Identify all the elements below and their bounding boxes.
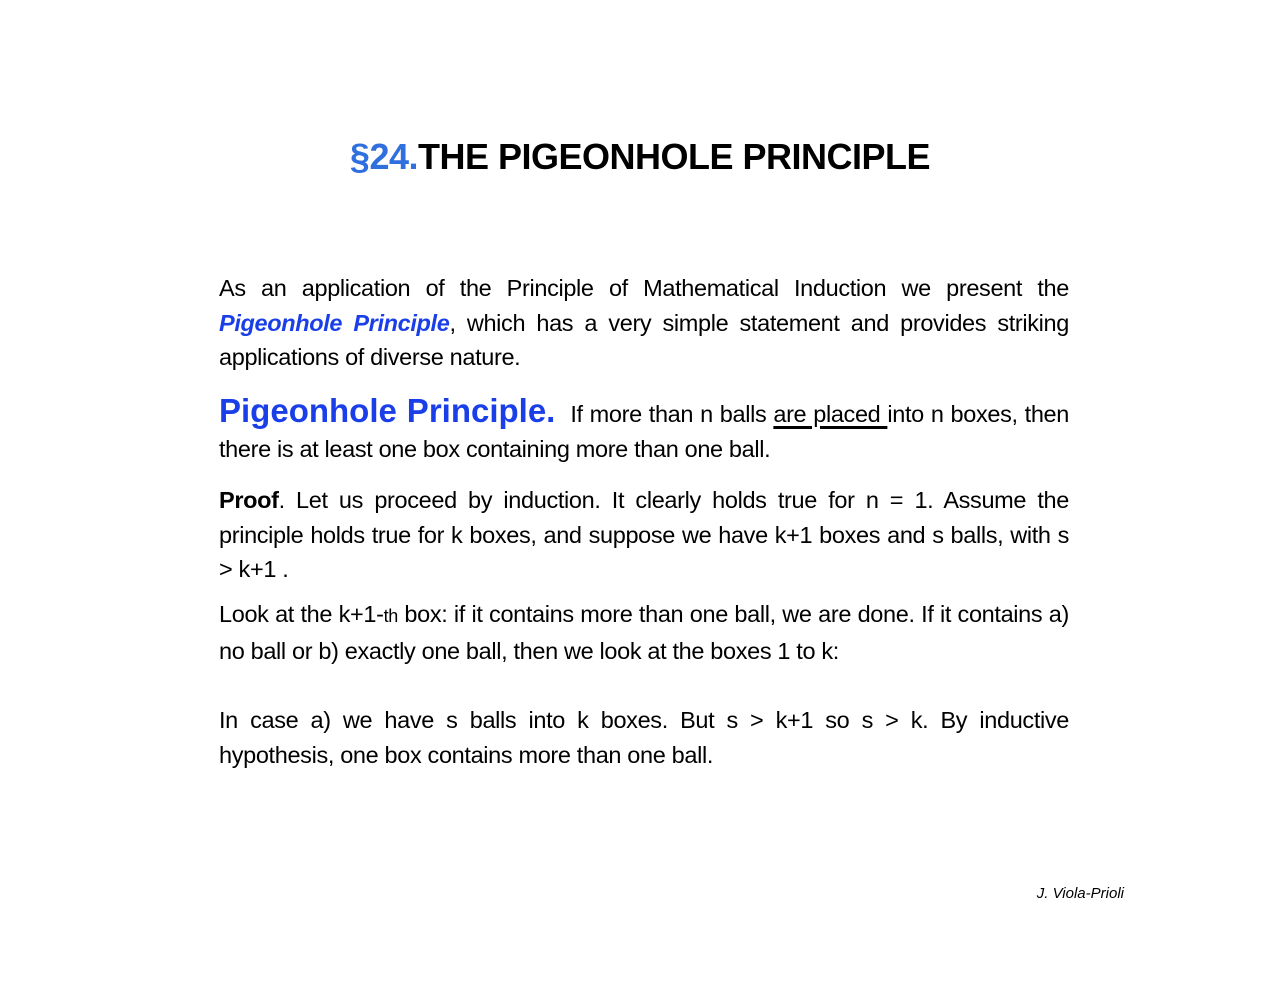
intro-paragraph (219, 271, 1069, 375)
author-credit: J. Viola-Prioli (1036, 885, 1124, 902)
principle-heading: Pigeonhole Principle. (219, 392, 556, 429)
case-a-text: In case a) we have s balls into k boxes. But s > k+1 so s > k. By inductive hypothesis, one box contains more than one ball. (219, 707, 1069, 768)
pigeonhole-term: Pigeonhole Principle (219, 309, 450, 336)
principle-underlined: are placed (773, 401, 888, 427)
look-paragraph (219, 597, 1069, 668)
look-text-1: Look at the k+1- (219, 601, 384, 627)
proof-text: . Let us proceed by induction. It clearly holds true for n = 1. Assume the principle holds true for k boxes, and suppose we have k+1 boxes and s balls, with s > k+1 . (219, 487, 1069, 582)
intro-text-2: , which has a very simple statement and provides striking applications of diverse nature. (219, 309, 1069, 370)
page-title (0, 134, 1280, 180)
proof-paragraph (219, 483, 1069, 587)
case-a-paragraph (219, 703, 1069, 772)
look-text-2: box: if it contains more than one ball, we are done. If it contains a) no ball or b) exactly one ball, then we look at the boxes 1 to k: (219, 601, 1069, 664)
intro-text-1: As an application of the Principle of Mathematical Induction we present the (219, 275, 1069, 301)
title-text: THE PIGEONHOLE PRINCIPLE (418, 136, 931, 177)
principle-text-2: into n boxes, then there is at least one box containing more than one ball. (219, 401, 1069, 462)
principle-text-1: If more than n balls (563, 401, 774, 427)
principle-statement (219, 394, 1069, 466)
look-suffix: th (383, 606, 398, 626)
section-number: §24. (349, 136, 418, 177)
proof-label: Proof (219, 487, 279, 513)
